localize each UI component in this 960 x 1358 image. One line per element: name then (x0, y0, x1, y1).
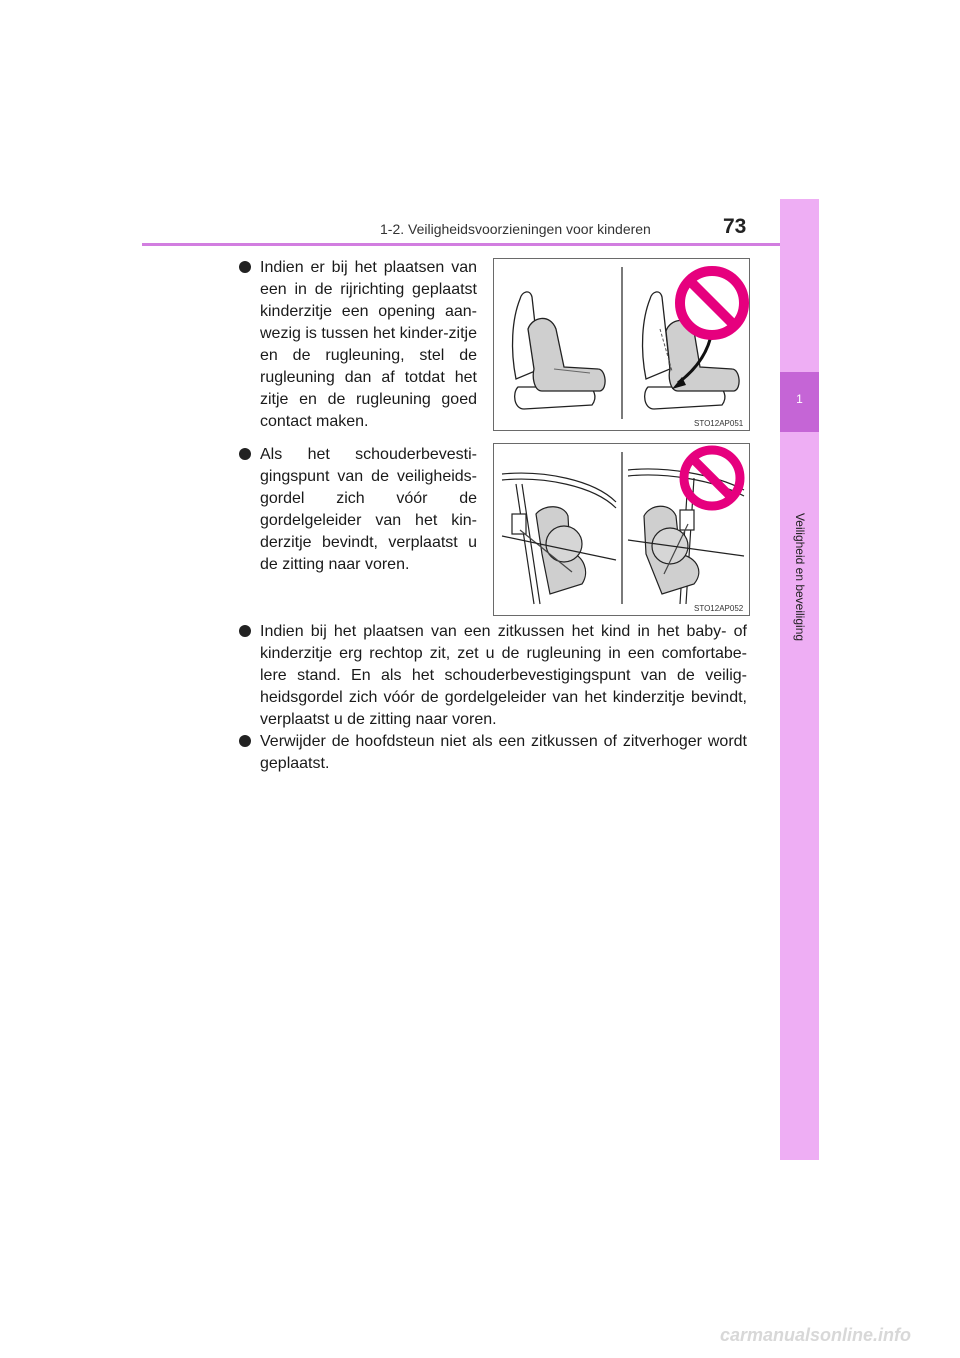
figure-id: STO12AP052 (694, 604, 744, 613)
header-rule (142, 243, 818, 246)
belt-position-illustration (494, 444, 749, 615)
bullet-item (239, 731, 747, 775)
bullet-text: Indien bij het plaatsen van een zitkussen het kind in het baby- of kinderzitje erg rechtop zit, zet u de rugleuning in een comfortabe-lere stand. En als het schouderbevestigingspunt van de veilig-heidsgordel zich vóór de gordelgeleider van het kinderzitje bevindt, verplaatst u de zitting naar voren. (260, 623, 747, 728)
bullet-item (239, 444, 477, 576)
correct-seat-illustration (513, 292, 606, 409)
bullet-item (239, 621, 747, 731)
chapter-side-tab (780, 199, 819, 1160)
correct-belt-illustration (502, 473, 616, 604)
page-number: 73 (723, 215, 747, 238)
prohibited-icon (684, 450, 740, 506)
figure-belt-position (493, 443, 750, 616)
bullet-text: Verwijder de hoofdsteun niet als een zitkussen of zitverhoger wordt geplaatst. (260, 733, 747, 772)
bullet-icon (239, 735, 251, 747)
bullet-text: Indien er bij het plaatsen van een in de rijrichting geplaatst kinderzitje een opening aan-wezig is tussen het kinder-zitje en de rugleuning, stel de rugleuning dan af totdat het zitje en de rugleuning goed contact maken. (260, 259, 477, 430)
figure-id: STO12AP051 (694, 419, 744, 428)
bullet-text: Als het schouderbevesti-gingspunt van de veiligheids-gordel zich vóór de gordelgeleider van het kin-derzitje bevindt, verplaatst u de zitting naar voren. (260, 446, 477, 573)
seat-gap-illustration (494, 259, 749, 430)
bullet-item (239, 257, 477, 433)
figure-seat-gap (493, 258, 750, 431)
watermark: carmanualsonline.info (720, 1325, 912, 1345)
section-header: 1-2. Veiligheidsvoorzieningen voor kinderen (380, 221, 651, 237)
chapter-title: Veiligheid en beveiliging (793, 512, 807, 642)
chapter-number: 1 (780, 372, 819, 432)
bullet-icon (239, 625, 251, 637)
prohibited-icon (680, 271, 744, 335)
bullet-icon (239, 261, 251, 273)
bullet-icon (239, 448, 251, 460)
